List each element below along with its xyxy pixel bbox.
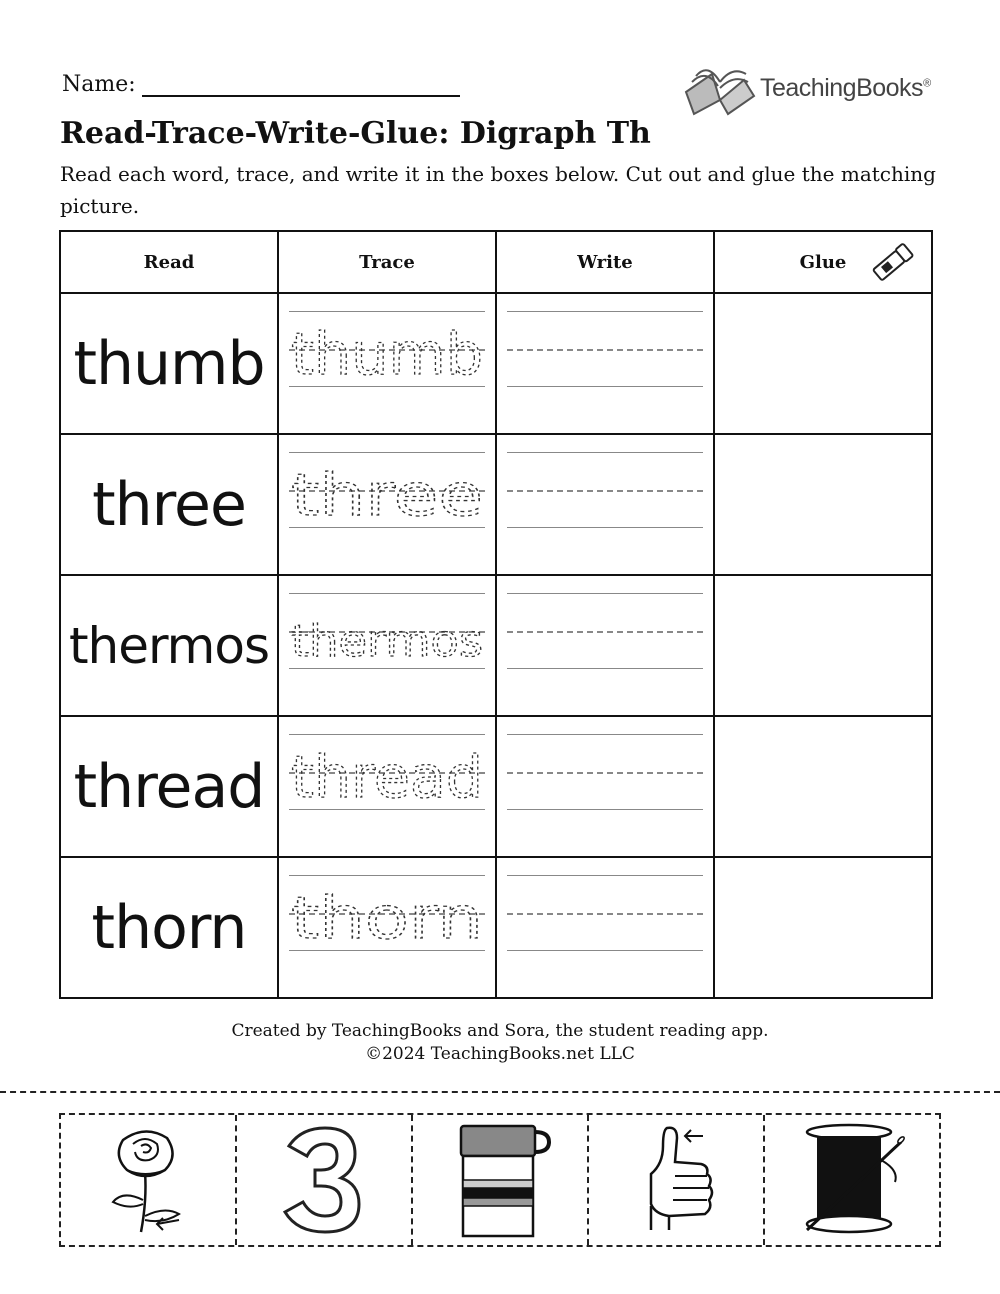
guide-line-bottom <box>289 527 485 528</box>
cutout-picture-strip <box>59 1113 941 1247</box>
instructions: Read each word, trace, and write it in the boxes below. Cut out and glue the matching picture. <box>60 162 936 218</box>
rose-icon <box>83 1120 213 1240</box>
brand-name: TeachingBooks <box>760 74 924 102</box>
worksheet-table <box>59 230 933 999</box>
name-field <box>62 72 460 97</box>
guide-line-top <box>507 875 703 876</box>
guide-line-top <box>507 311 703 312</box>
guide-line-middle <box>507 349 703 351</box>
guide-line-bottom <box>507 809 703 810</box>
footer-copyright: ©2024 TeachingBooks.net LLC <box>365 1044 635 1064</box>
guide-line-top <box>289 734 485 735</box>
brand-registered-mark: ® <box>923 77 931 90</box>
trace-word <box>289 878 485 950</box>
read-word: thorn <box>91 892 247 963</box>
table-row <box>60 434 932 575</box>
trace-cell[interactable] <box>278 434 496 575</box>
read-word: three <box>92 469 246 540</box>
read-cell <box>60 434 278 575</box>
cutout-rose[interactable] <box>61 1115 237 1245</box>
column-header-trace: Trace <box>278 231 496 293</box>
footer <box>0 1020 1000 1066</box>
cutout-three[interactable] <box>237 1115 413 1245</box>
svg-text:thorn: thorn <box>290 883 484 950</box>
cut-line <box>0 1091 1000 1093</box>
trace-word <box>289 314 485 386</box>
guide-line-bottom <box>289 386 485 387</box>
guide-line-middle <box>507 631 703 633</box>
guide-line-bottom <box>507 527 703 528</box>
number-three-icon <box>259 1120 389 1240</box>
column-header-write: Write <box>496 231 714 293</box>
cutout-thumb[interactable] <box>589 1115 765 1245</box>
trace-word <box>289 455 485 527</box>
write-cell[interactable] <box>496 434 714 575</box>
glue-cell[interactable] <box>714 293 932 434</box>
trace-cell[interactable] <box>278 575 496 716</box>
guide-line-bottom <box>507 386 703 387</box>
read-word: thread <box>73 751 265 822</box>
table-row <box>60 857 932 998</box>
guide-line-bottom <box>507 950 703 951</box>
guide-line-top <box>507 734 703 735</box>
glue-cell[interactable] <box>714 857 932 998</box>
table-row <box>60 293 932 434</box>
guide-line-top <box>289 875 485 876</box>
thumbs-up-icon <box>611 1120 741 1240</box>
column-header-glue <box>714 231 932 293</box>
guide-line-bottom <box>289 668 485 669</box>
glue-label: Glue <box>799 251 847 273</box>
table-header-row <box>60 231 932 293</box>
write-cell[interactable] <box>496 857 714 998</box>
name-blank-line[interactable] <box>142 73 460 97</box>
write-cell[interactable] <box>496 575 714 716</box>
guide-line-middle <box>507 772 703 774</box>
glue-cell[interactable] <box>714 716 932 857</box>
glue-stick-icon <box>867 240 917 286</box>
trace-word <box>289 596 485 668</box>
trace-cell[interactable] <box>278 716 496 857</box>
open-book-icon <box>682 52 758 122</box>
trace-cell[interactable] <box>278 293 496 434</box>
write-cell[interactable] <box>496 716 714 857</box>
cutout-thermos[interactable] <box>413 1115 589 1245</box>
read-cell <box>60 857 278 998</box>
cutout-thread[interactable] <box>765 1115 939 1245</box>
svg-text:thermos: thermos <box>290 615 484 668</box>
glue-cell[interactable] <box>714 434 932 575</box>
trace-word <box>289 737 485 809</box>
footer-credit: Created by TeachingBooks and Sora, the student reading app. <box>231 1021 769 1041</box>
table-row <box>60 575 932 716</box>
write-cell[interactable] <box>496 293 714 434</box>
thread-spool-icon <box>787 1120 917 1240</box>
guide-line-bottom <box>507 668 703 669</box>
read-word: thermos <box>68 616 270 675</box>
name-label: Name: <box>62 72 136 97</box>
guide-line-top <box>289 311 485 312</box>
guide-line-middle <box>507 913 703 915</box>
trace-cell[interactable] <box>278 857 496 998</box>
guide-line-bottom <box>289 950 485 951</box>
guide-line-bottom <box>289 809 485 810</box>
guide-line-top <box>507 452 703 453</box>
svg-text:thumb: thumb <box>290 319 484 386</box>
guide-line-top <box>507 593 703 594</box>
table-row <box>60 716 932 857</box>
page-title: Read-Trace-Write-Glue: Digraph Th <box>60 116 651 151</box>
read-cell <box>60 716 278 857</box>
column-header-read: Read <box>60 231 278 293</box>
guide-line-top <box>289 452 485 453</box>
read-cell <box>60 293 278 434</box>
read-cell <box>60 575 278 716</box>
guide-line-top <box>289 593 485 594</box>
svg-text:three: three <box>290 460 484 527</box>
teachingbooks-logo <box>682 52 942 122</box>
thermos-icon <box>435 1120 565 1240</box>
guide-line-middle <box>507 490 703 492</box>
read-word: thumb <box>73 328 265 399</box>
glue-cell[interactable] <box>714 575 932 716</box>
svg-text:thread: thread <box>290 742 484 809</box>
